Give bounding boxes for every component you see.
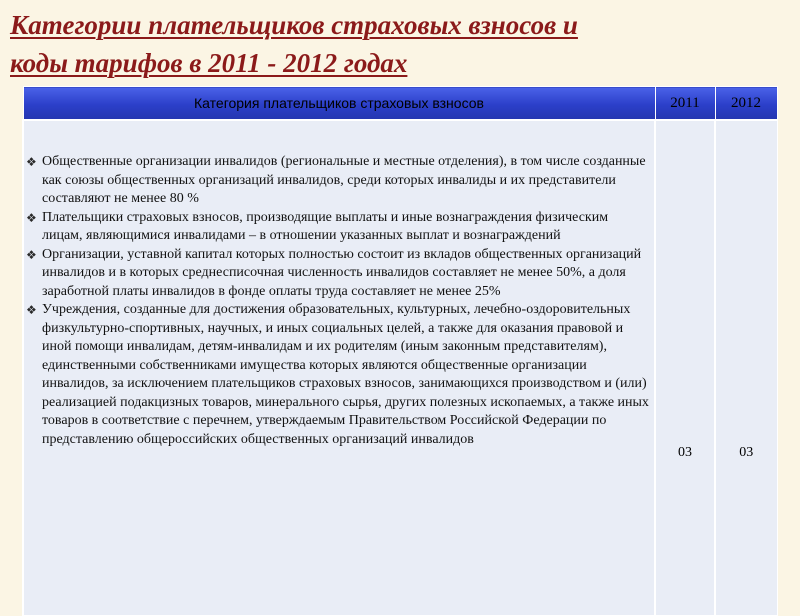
header-category: Категория плательщиков страховых взносов: [23, 87, 655, 121]
header-2011: 2011: [655, 87, 715, 121]
list-item-text: Плательщики страховых взносов, производящие выплаты и иные вознаграждения физическим лицам, являющимися инвалидами – в отношении указанных выплат и вознаграждений: [42, 209, 609, 243]
list-item-text: Общественные организации инвалидов (региональные и местные отделения), в том числе созданные как союзы общественных организаций инвалидов, среди которых инвалиды и их представители составляют не менее 80 %: [42, 154, 646, 206]
header-2012: 2012: [715, 87, 777, 121]
list-item-text: Организации, уставной капитал которых полностью состоит из вкладов общественных организаций инвалидов и в которых среднесписочная численность инвалидов составляет не менее 50%, а доля заработной платы инвалидов в фонде оплаты труда составляет не менее 25%: [42, 246, 642, 299]
table-row: [23, 120, 777, 616]
list-item: [28, 246, 650, 302]
table-header-row: [23, 87, 777, 121]
list-item-text: Учреждения, созданные для достижения образовательных, культурных, лечебно-оздоровительных физкультурно-спортивных, научных, и иных социальных целей, а также для оказания правовой и иной помощи инвалидам, детям-инвалидам и их родителям (иным законным представителям), единственными собственниками имущества которых являются общественные организации инвалидов, за исключением плательщиков страховых взносов, занимающихся производством и (или) реализацией подакцизных товаров, минерального сырья, других полезных ископаемых, а также иных товаров в соответствие с перечнем, утверждаемым Правительством Российской Федерации по представлению общероссийских общественных организаций инвалидов: [42, 302, 649, 447]
code-2012-cell: 03: [715, 120, 777, 616]
list-item: [28, 153, 650, 209]
category-cell: [23, 120, 655, 616]
diamond-bullet-icon: ❖: [26, 210, 37, 225]
diamond-bullet-icon: ❖: [26, 303, 37, 317]
diamond-bullet-icon: ❖: [26, 155, 37, 169]
list-item: [28, 209, 650, 246]
list-item: [28, 301, 650, 449]
page-title-line-1: Категории плательщиков страховых взносов и: [10, 10, 578, 40]
page-title-line-2: коды тарифов в 2011 - 2012 годах: [10, 48, 408, 78]
tariff-codes-table: [22, 86, 778, 616]
code-2011-cell: 03: [655, 120, 715, 616]
page-title: [10, 6, 790, 82]
category-list: [28, 153, 650, 449]
diamond-bullet-icon: ❖: [26, 247, 37, 262]
